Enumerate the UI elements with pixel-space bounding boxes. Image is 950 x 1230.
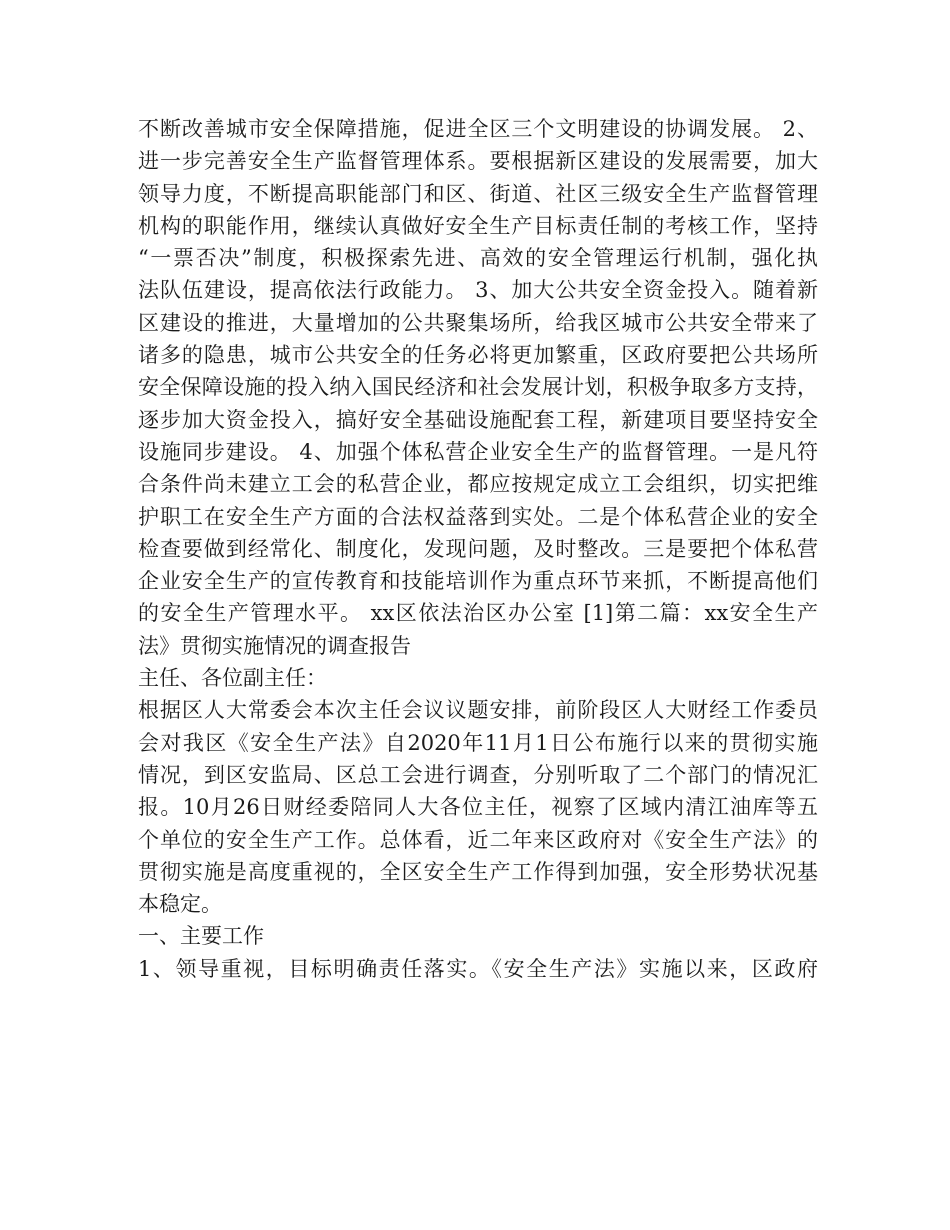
text-line: 逐步加大资金投入，搞好安全基础设施配套工程，新建项目要坚持安全 [138, 407, 818, 432]
text-line: 护职工在安全生产方面的合法权益落到实处。二是个体私营企业的安全 [138, 504, 818, 529]
text-line: 合条件尚未建立工会的私营企业，都应按规定成立工会组织，切实把维 [138, 472, 818, 497]
text-line: 检查要做到经常化、制度化，发现问题，及时整改。三是要把个体私营 [138, 536, 818, 561]
text-line: 个单位的安全生产工作。总体看，近二年来区政府对《安全生产法》的 [138, 827, 818, 852]
section-title-line: 法》贯彻实施情况的调查报告 [138, 633, 411, 658]
text-line: 不断改善城市安全保障措施，促进全区三个文明建设的协调发展。 2、 [138, 117, 818, 141]
text-line: 诸多的隐患，城市公共安全的任务必将更加繁重，区政府要把公共场所 [138, 343, 818, 368]
text-line: 贯彻实施是高度重视的，全区安全生产工作得到加强，安全形势状况基 [138, 859, 818, 884]
text-line: 区建设的推进，大量增加的公共聚集场所，给我区城市公共安全带来了 [138, 310, 818, 335]
text-line: 情况，到区安监局、区总工会进行调查，分别听取了二个部门的情况汇 [138, 762, 818, 787]
document-body [138, 113, 818, 985]
text-line: 安全保障设施的投入纳入国民经济和社会发展计划，积极争取多方支持， [138, 375, 818, 400]
text-line: 设施同步建设。 4、加强个体私营企业安全生产的监督管理。一是凡符 [138, 439, 818, 464]
text-line: 1、领导重视，目标明确责任落实。《安全生产法》实施以来，区政府 [138, 956, 818, 981]
text-line: 法队伍建设，提高依法行政能力。 3、加大公共安全资金投入。随着新 [138, 278, 818, 303]
text-line: 进一步完善安全生产监督管理体系。要根据新区建设的发展需要，加大 [138, 149, 818, 174]
text-line: 领导力度，不断提高职能部门和区、街道、社区三级安全生产监督管理 [138, 181, 818, 206]
text-line: 报。10月26日财经委陪同人大各位主任，视察了区域内清江油库等五 [138, 795, 818, 820]
text-line: 根据区人大常委会本次主任会议议题安排，前阶段区人大财经工作委员 [138, 698, 818, 723]
heading-line: 一、主要工作 [138, 924, 264, 949]
text-line: “一票否决”制度，积极探索先进、高效的安全管理运行机制，强化执 [138, 246, 818, 271]
text-line: 会对我区《安全生产法》自2020年11月1日公布施行以来的贯彻实施 [138, 730, 818, 755]
text-line: 本稳定。 [138, 892, 222, 917]
text-line: 的安全生产管理水平。 xx区依法治区办公室 [1]第二篇：xx安全生产 [138, 601, 818, 626]
text-line: 企业安全生产的宣传教育和技能培训作为重点环节来抓，不断提高他们 [138, 569, 818, 594]
salutation-line: 主任、各位副主任： [138, 666, 327, 691]
text-line: 机构的职能作用，继续认真做好安全生产目标责任制的考核工作，坚持 [138, 213, 818, 238]
